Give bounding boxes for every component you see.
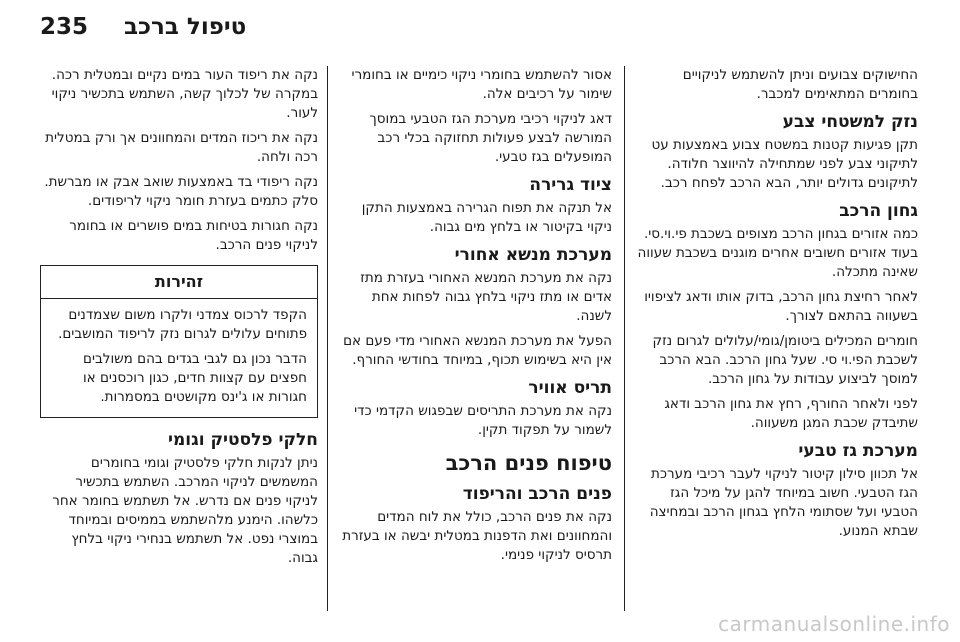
paragraph: נקה חגורות בטיחות במים פושרים או בחומר לניקוי פנים הרכב.: [69, 218, 318, 253]
heading-air-shutter: תריס אוויר: [528, 378, 612, 398]
paragraph: כמה אזורים בגחון הרכב מצופים בשכבת פי.וי.סי. בעוד אזורים חשובים אחרים מוגנים בשכבת שעווה שאינה מתכלה.: [637, 226, 918, 280]
paragraph: נקה את ריכוז המדים והמחוונים אך ורק במטלית רכה ולחה.: [45, 130, 318, 165]
caution-body: [41, 299, 317, 417]
paragraph: לאחר רחיצת גחון הרכב, בדוק אותו ודאג לציפויו בשעווה בהתאם לצורך.: [644, 289, 918, 324]
paragraph: נקה ריפודי בד באמצעות שואב אבק או מברשת. סלק כתמים בעזרת חומר ניקוי לריפודים.: [44, 174, 318, 209]
intro-text: החישוקים צבועים וניתן להשתמש לניקויים בחומרים המתאימים למכבר.: [682, 67, 918, 102]
paragraph: נקה את פנים הרכב, כולל את לוח המדים והמחוונים ואת הדפנות במטלית יבשה או בעזרת תרסיס לניקוי פנימי.: [342, 509, 612, 563]
column-middle: [338, 66, 612, 571]
caution-box: [40, 265, 318, 418]
column-right: [636, 66, 918, 547]
heading-towing: ציוד גרירה: [529, 175, 612, 195]
column-divider: [624, 66, 625, 611]
section-title: טיפול ברכב: [124, 14, 247, 40]
caution-title: זהירות: [41, 266, 317, 299]
page-number: 235: [40, 14, 89, 40]
paragraph: אל תנקה את תפוח הגרירה באמצעות התקן ניקוי בקיטור או בלחץ מים גבוה.: [361, 200, 612, 235]
paragraph: הקפד לרכוס צמדני ולקרו משום שצמדנים פתוחים עלולים לגרום נזק לריפוד המושבים.: [58, 307, 307, 342]
column-left: [40, 66, 318, 574]
intro-text: דאג לניקוי רכיבי מערכת הגז הטבעי במוסך המורשה לבצע פעולות תחזוקה בכלי רכב המופעלים בגז טבעי.: [369, 111, 612, 165]
paragraph: נקה את ריפוד העור במים נקיים ובמטלית רכה. במקרה של לכלוך קשה, השתמש בתכשיר ניקוי לעור.: [51, 67, 318, 121]
intro-text: אסור להשתמש בחומרי ניקוי כימיים או בחומרי שימור על רכיבים אלה.: [351, 67, 612, 102]
heading-rear-carrier: מערכת מנשא אחורי: [454, 245, 612, 265]
paragraph: הדבר נכון גם לגבי בגדים בהם משולבים חפצים עם קצוות חדים, כגון רוכסנים או חגורות או ג'ינס מקושטים במסמרות.: [82, 351, 307, 405]
heading-interior-care: טיפוח פנים הרכב: [445, 451, 612, 475]
paragraph: לפני ולאחר החורף, רחץ את גחון הרכב ודאג שתיבדק שכבת המגן משעווה.: [664, 396, 918, 431]
page-header: [40, 14, 920, 48]
heading-plastic-rubber: חלקי פלסטיק וגומי: [168, 430, 318, 450]
heading-paint-damage: נזק למשטחי צבע: [782, 112, 918, 132]
paragraph: נקה את מערכת התריסים שבפגוש הקדמי כדי לשמור על תפקוד תקין.: [354, 403, 612, 438]
column-divider: [327, 66, 328, 611]
heading-natural-gas: מערכת גז טבעי: [798, 441, 918, 461]
heading-underbody: גחון הרכב: [839, 201, 918, 221]
paragraph: נקה את מערכת המנשא האחורי בעזרת מתז אדים או מתז ניקוי בלחץ גבוה לפחות אחת לשנה.: [360, 270, 612, 324]
paragraph: תקן פגיעות קטנות במשטח צבוע באמצעות עט לתיקוני צבע לפני שמתחילה להיווצר חלודה. לתיקונים גדולים יותר, הבא הרכב לפחח רכב.: [651, 137, 918, 191]
heading-interior-upholstery: פנים הרכב והריפוד: [462, 484, 612, 504]
paragraph: אל תכוון סילון קיטור לניקוי לעבר רכיבי מערכת הגז הטבעי. חשוב במיוחד להגן על מיכל הגז הטבעי ועל שסתומי הלחץ בגחון הרכב ובמחיצה שבתא המנוע.: [649, 466, 918, 539]
watermark-text: carmanualsonline.info: [718, 612, 950, 636]
paragraph: ניתן לנקות חלקי פלסטיק וגומי בחומרים המשמשים לניקוי המרכב. השתמש בתכשיר לניקוי פנים אם נדרש. אל תשתמש בחומר אחר כלשהו. הימנע מלהשתמש בממיסים ובמיוחד במוצרי נפט. אל תשתמש בנחירי ניקוי בלחץ גבוה.: [52, 455, 318, 566]
paragraph: הפעל את מערכת המנשא האחורי מדי פעם אם אין היא בשימוש תכוף, במיוחד בחודשי החורף.: [343, 333, 612, 368]
paragraph: חומרים המכילים ביטומן/גומי/עלולים לגרום נזק לשכבת הפי.וי סי. שעל גחון הרכב. הבא הרכב למוסך לביצוע עבודות על גחון הרכב.: [652, 333, 918, 387]
